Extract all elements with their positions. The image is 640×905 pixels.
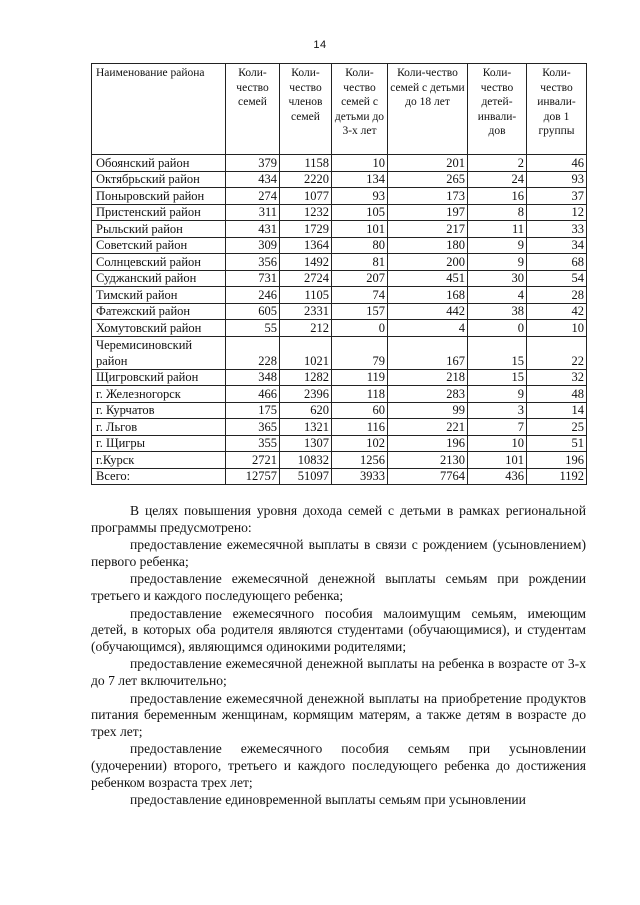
- under18-cell: 265: [388, 171, 468, 188]
- families-cell: 605: [226, 303, 280, 320]
- district-name-cell: Щигровский район: [92, 369, 226, 386]
- under3-cell: 10: [332, 155, 388, 172]
- disabled-group1-cell: 42: [527, 303, 587, 320]
- families-cell: 379: [226, 155, 280, 172]
- table-row: [92, 254, 587, 271]
- families-cell: 175: [226, 402, 280, 419]
- paragraph: предоставление ежемесячной денежной выплаты семьям при рождении третьего и каждого последующего ребенка;: [91, 571, 586, 603]
- table-row: [92, 386, 587, 403]
- members-cell: 1321: [280, 419, 332, 436]
- families-cell: 431: [226, 221, 280, 238]
- members-cell: 1364: [280, 237, 332, 254]
- table-row: [92, 287, 587, 304]
- disabled-group1-cell: 34: [527, 237, 587, 254]
- table-row: [92, 419, 587, 436]
- families-cell: 466: [226, 386, 280, 403]
- under3-cell: 80: [332, 237, 388, 254]
- under18-cell: 99: [388, 402, 468, 419]
- under18-cell: 2130: [388, 452, 468, 469]
- disabled-group1-cell: 48: [527, 386, 587, 403]
- disabled-group1-cell: 46: [527, 155, 587, 172]
- table-row: [92, 402, 587, 419]
- under3-cell: 0: [332, 320, 388, 337]
- table-row: [92, 452, 587, 469]
- disabled-children-cell: 24: [468, 171, 527, 188]
- under18-cell: 196: [388, 435, 468, 452]
- disabled-group1-cell: 10: [527, 320, 587, 337]
- families-cell: 356: [226, 254, 280, 271]
- disabled-group1-cell: 54: [527, 270, 587, 287]
- under3-cell: 134: [332, 171, 388, 188]
- disabled-children-cell: 15: [468, 369, 527, 386]
- table-body: [92, 155, 587, 485]
- families-cell: 355: [226, 435, 280, 452]
- district-name-cell: г. Щигры: [92, 435, 226, 452]
- district-name-cell: г. Железногорск: [92, 386, 226, 403]
- members-cell: 2396: [280, 386, 332, 403]
- disabled-children-cell: 10: [468, 435, 527, 452]
- under3-cell: 3933: [332, 468, 388, 485]
- district-name-cell: Обоянский район: [92, 155, 226, 172]
- disabled-children-cell: 11: [468, 221, 527, 238]
- header-families-children-under-3: Коли-чество семей с детьми до 3-х лет: [332, 64, 388, 155]
- under18-cell: 7764: [388, 468, 468, 485]
- families-cell: 348: [226, 369, 280, 386]
- disabled-children-cell: 9: [468, 386, 527, 403]
- members-cell: 1282: [280, 369, 332, 386]
- disabled-group1-cell: 93: [527, 171, 587, 188]
- members-cell: 2724: [280, 270, 332, 287]
- under18-cell: 197: [388, 204, 468, 221]
- families-cell: 731: [226, 270, 280, 287]
- body-text: [91, 503, 586, 810]
- table-row: [92, 221, 587, 238]
- disabled-group1-cell: 68: [527, 254, 587, 271]
- under3-cell: 81: [332, 254, 388, 271]
- disabled-children-cell: 436: [468, 468, 527, 485]
- under3-cell: 102: [332, 435, 388, 452]
- disabled-group1-cell: 14: [527, 402, 587, 419]
- disabled-children-cell: 3: [468, 402, 527, 419]
- members-cell: 1232: [280, 204, 332, 221]
- paragraph: предоставление ежемесячной денежной выплаты на приобретение продуктов питания беременным женщинам, кормящим матерям, а также детям в возрасте до трех лет;: [91, 690, 586, 739]
- disabled-children-cell: 0: [468, 320, 527, 337]
- header-families: Коли-чество семей: [226, 64, 280, 155]
- under18-cell: 221: [388, 419, 468, 436]
- under18-cell: 167: [388, 336, 468, 369]
- district-name-cell: Советский район: [92, 237, 226, 254]
- under3-cell: 207: [332, 270, 388, 287]
- disabled-children-cell: 16: [468, 188, 527, 205]
- district-name-cell: Тимский район: [92, 287, 226, 304]
- disabled-group1-cell: 37: [527, 188, 587, 205]
- table-row: [92, 303, 587, 320]
- district-name-cell: Рыльский район: [92, 221, 226, 238]
- families-cell: 434: [226, 171, 280, 188]
- members-cell: 2331: [280, 303, 332, 320]
- district-name-cell: Всего:: [92, 468, 226, 485]
- table-row: [92, 369, 587, 386]
- under3-cell: 93: [332, 188, 388, 205]
- families-cell: 246: [226, 287, 280, 304]
- district-name-cell: г.Курск: [92, 452, 226, 469]
- families-cell: 55: [226, 320, 280, 337]
- under3-cell: 1256: [332, 452, 388, 469]
- disabled-group1-cell: 22: [527, 336, 587, 369]
- under3-cell: 101: [332, 221, 388, 238]
- members-cell: 620: [280, 402, 332, 419]
- under18-cell: 442: [388, 303, 468, 320]
- disabled-children-cell: 7: [468, 419, 527, 436]
- district-name-cell: Пристенский район: [92, 204, 226, 221]
- under3-cell: 105: [332, 204, 388, 221]
- header-disabled-children: Коли-чество детей-инвали-дов: [468, 64, 527, 155]
- under3-cell: 116: [332, 419, 388, 436]
- families-cell: 309: [226, 237, 280, 254]
- district-name-cell: Черемисиновский район: [92, 336, 226, 369]
- under18-cell: 283: [388, 386, 468, 403]
- members-cell: 1307: [280, 435, 332, 452]
- table-total-row: [92, 468, 587, 485]
- under18-cell: 217: [388, 221, 468, 238]
- table-header-row: [92, 64, 587, 155]
- disabled-children-cell: 2: [468, 155, 527, 172]
- district-name-cell: Солнцевский район: [92, 254, 226, 271]
- members-cell: 1021: [280, 336, 332, 369]
- under3-cell: 119: [332, 369, 388, 386]
- header-district-name: Наименование района: [92, 64, 226, 155]
- members-cell: 1077: [280, 188, 332, 205]
- disabled-children-cell: 38: [468, 303, 527, 320]
- under3-cell: 74: [332, 287, 388, 304]
- disabled-group1-cell: 32: [527, 369, 587, 386]
- under3-cell: 79: [332, 336, 388, 369]
- disabled-group1-cell: 1192: [527, 468, 587, 485]
- paragraph: предоставление ежемесячного пособия малоимущим семьям, имеющим детей, в которых оба родителя являются студентами (обучающимися), и студентам (обучающимся), являющимся одинокими родителями;: [91, 605, 586, 654]
- paragraph: предоставление единовременной выплаты семьям при усыновлении: [130, 792, 526, 808]
- disabled-group1-cell: 12: [527, 204, 587, 221]
- paragraph: предоставление ежемесячной денежной выплаты на ребенка в возрасте от 3-х до 7 лет включительно;: [91, 656, 586, 688]
- disabled-children-cell: 9: [468, 254, 527, 271]
- table-row: [92, 320, 587, 337]
- district-name-cell: Поныровский район: [92, 188, 226, 205]
- under18-cell: 180: [388, 237, 468, 254]
- families-cell: 228: [226, 336, 280, 369]
- district-name-cell: Суджанский район: [92, 270, 226, 287]
- under18-cell: 4: [388, 320, 468, 337]
- members-cell: 2220: [280, 171, 332, 188]
- under18-cell: 173: [388, 188, 468, 205]
- header-family-members: Коли-чество членов семей: [280, 64, 332, 155]
- members-cell: 1729: [280, 221, 332, 238]
- district-name-cell: г. Льгов: [92, 419, 226, 436]
- under18-cell: 451: [388, 270, 468, 287]
- members-cell: 1492: [280, 254, 332, 271]
- table-row: [92, 171, 587, 188]
- paragraph: предоставление ежемесячной выплаты в связи с рождением (усыновлением) первого ребенка;: [91, 537, 586, 569]
- under3-cell: 118: [332, 386, 388, 403]
- disabled-children-cell: 15: [468, 336, 527, 369]
- under3-cell: 60: [332, 402, 388, 419]
- disabled-group1-cell: 25: [527, 419, 587, 436]
- district-name-cell: Хомутовский район: [92, 320, 226, 337]
- under18-cell: 218: [388, 369, 468, 386]
- families-cell: 12757: [226, 468, 280, 485]
- under18-cell: 200: [388, 254, 468, 271]
- disabled-group1-cell: 196: [527, 452, 587, 469]
- table-row: [92, 237, 587, 254]
- families-cell: 311: [226, 204, 280, 221]
- disabled-group1-cell: 33: [527, 221, 587, 238]
- paragraph: предоставление ежемесячного пособия семьям при усыновлении (удочерении) второго, третьего и каждого последующего ребенка до достижения ребенком возраста трех лет;: [91, 741, 586, 790]
- district-name-cell: г. Курчатов: [92, 402, 226, 419]
- disabled-group1-cell: 51: [527, 435, 587, 452]
- members-cell: 10832: [280, 452, 332, 469]
- table-row: [92, 188, 587, 205]
- table-row: [92, 204, 587, 221]
- disabled-children-cell: 101: [468, 452, 527, 469]
- disabled-children-cell: 8: [468, 204, 527, 221]
- members-cell: 51097: [280, 468, 332, 485]
- families-cell: 365: [226, 419, 280, 436]
- table-row: [92, 270, 587, 287]
- paragraph: В целях повышения уровня дохода семей с детьми в рамках региональной программы предусмотрено:: [91, 503, 586, 535]
- disabled-children-cell: 30: [468, 270, 527, 287]
- disabled-children-cell: 4: [468, 287, 527, 304]
- table-row: [92, 435, 587, 452]
- members-cell: 1105: [280, 287, 332, 304]
- under18-cell: 168: [388, 287, 468, 304]
- families-cell: 274: [226, 188, 280, 205]
- header-disabled-group-1: Коли-чество инвали-дов 1 группы: [527, 64, 587, 155]
- under18-cell: 201: [388, 155, 468, 172]
- table-row: [92, 155, 587, 172]
- district-name-cell: Октябрьский район: [92, 171, 226, 188]
- members-cell: 1158: [280, 155, 332, 172]
- district-statistics-table: [91, 63, 587, 485]
- members-cell: 212: [280, 320, 332, 337]
- header-families-children-under-18: Коли-чество семей с детьми до 18 лет: [388, 64, 468, 155]
- district-name-cell: Фатежский район: [92, 303, 226, 320]
- families-cell: 2721: [226, 452, 280, 469]
- table-row: [92, 336, 587, 369]
- disabled-group1-cell: 28: [527, 287, 587, 304]
- disabled-children-cell: 9: [468, 237, 527, 254]
- under3-cell: 157: [332, 303, 388, 320]
- page-number: 14: [313, 39, 327, 51]
